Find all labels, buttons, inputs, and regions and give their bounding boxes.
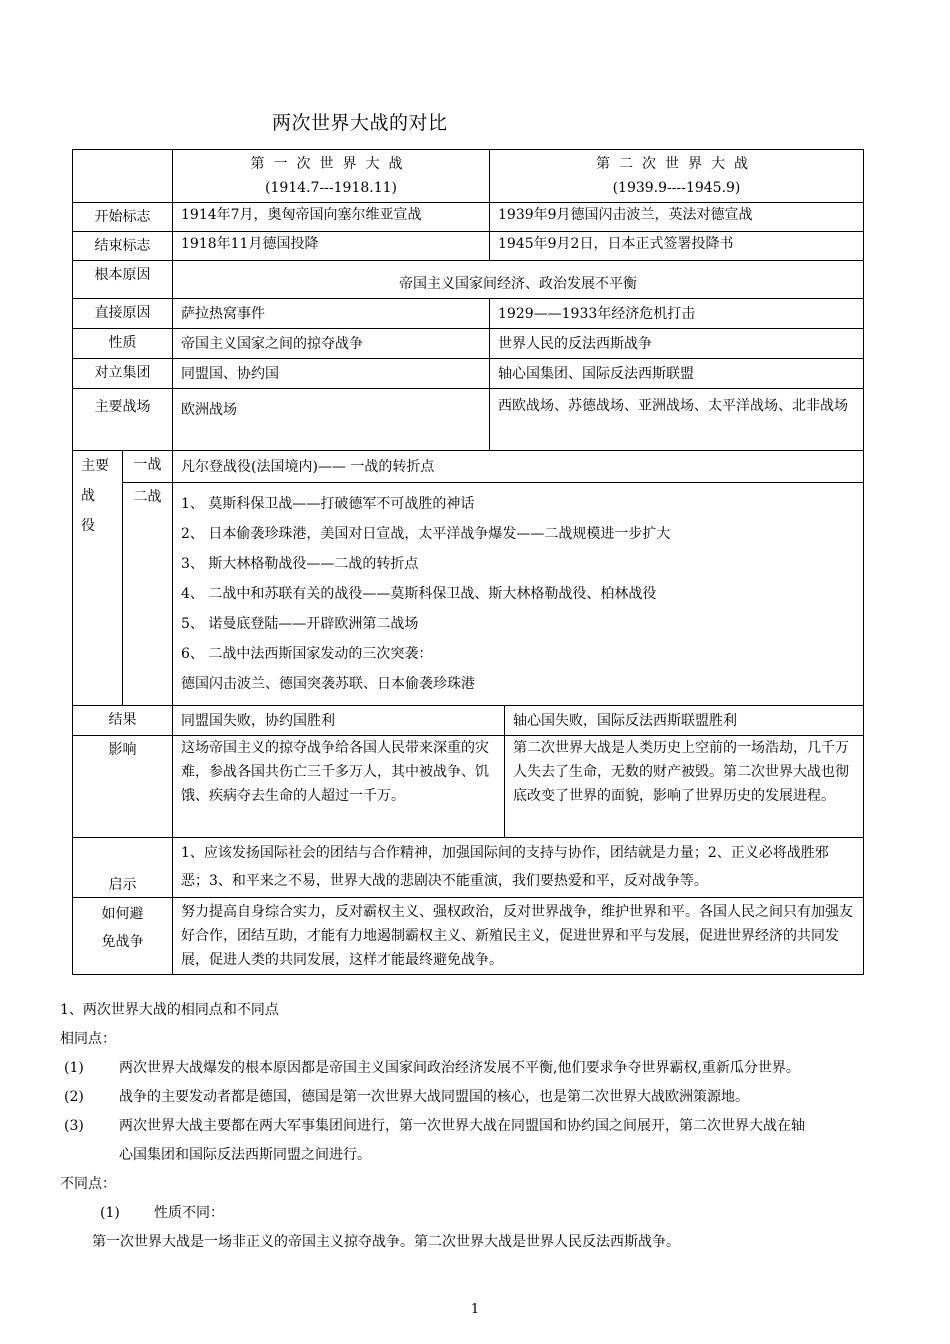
ww2-cell: 西欧战场、苏德战场、亚洲战场、太平洋战场、北非战场 (490, 389, 864, 451)
row-result (73, 706, 864, 736)
row-impact (73, 736, 864, 838)
avoid-label (73, 898, 173, 975)
header-ww1 (173, 150, 490, 203)
battles-label-line3: 役 (81, 518, 95, 534)
same-item (60, 1083, 900, 1112)
ww1-cell: 1914年7月，奥匈帝国向塞尔维亚宣战 (173, 203, 490, 232)
battle-item: 4、 二战中和苏联有关的战役——莫斯科保卫战、斯大林格勒战役、柏林战役 (181, 586, 657, 602)
diff-item (60, 1199, 900, 1228)
item-number: (1) (100, 1205, 120, 1221)
shared-cell: 1、应该发扬国际社会的团结与合作精神，加强国际间的支持与协作，团结就是力量；2、正义必将战胜邪恶；3、和平来之不易，世界大战的悲剧决不能重演，我们要热爱和平，反对战争等。 (173, 838, 864, 898)
row-battles-ww2 (73, 483, 864, 706)
comparison-table (72, 149, 864, 975)
row-end (73, 232, 864, 261)
ww2-cell: 世界人民的反法西斯战争 (490, 329, 864, 359)
header-ww2 (490, 150, 864, 203)
item-text: 两次世界大战爆发的根本原因都是帝国主义国家间政治经济发展不平衡,他们要求争夺世界霸权,重新瓜分世界。 (119, 1060, 800, 1076)
battles-label-line1: 主要 (81, 458, 109, 474)
header-row (73, 150, 864, 203)
ww2-cell: 1939年9月德国闪击波兰，英法对德宣战 (490, 203, 864, 232)
battle-item: 1、 莫斯科保卫战——打破德军不可战胜的神话 (181, 496, 475, 512)
same-label: 相同点： (60, 1031, 116, 1047)
battle-item: 2、 日本偷袭珍珠港，美国对日宣战，太平洋战争爆发——二战规模进一步扩大 (181, 526, 671, 542)
row-label: 主要战场 (73, 389, 173, 451)
header-empty-cell (73, 150, 173, 203)
avoid-label-line1: 如何避 (101, 906, 144, 922)
item-text: 性质不同： (154, 1205, 224, 1221)
row-label: 对立集团 (73, 359, 173, 389)
battles-ww1-label: 一战 (123, 451, 173, 483)
avoid-label-line2: 免战争 (101, 934, 144, 950)
page-number: 1 (470, 1302, 480, 1317)
ww1-cell: 这场帝国主义的掠夺战争给各国人民带来深重的灾难，参战各国共伤亡三千多万人，其中被战争、饥饿、疾病夺去生命的人超过一千万。 (173, 736, 505, 838)
ww1-cell: 萨拉热窝事件 (173, 299, 490, 329)
battles-ww1-text: 凡尔登战役(法国境内)—— 一战的转折点 (173, 451, 864, 483)
row-label: 直接原因 (73, 299, 173, 329)
row-avoid (73, 898, 864, 975)
ww1-name: 第一次世界大战 (250, 156, 412, 172)
battles-label-line2: 战 (81, 488, 95, 504)
ww1-period: (1914.7---1918.11) (265, 180, 397, 196)
ww2-period: (1939.9----1945.9) (612, 180, 741, 196)
same-item (60, 1054, 900, 1083)
ww2-cell: 1929——1933年经济危机打击 (490, 299, 864, 329)
row-label: 结束标志 (73, 232, 173, 261)
shared-cell: 帝国主义国家间经济、政治发展不平衡 (173, 261, 864, 299)
ww1-cell: 同盟国、协约国 (173, 359, 490, 389)
item-number: (2) (64, 1089, 84, 1105)
battle-item: 6、 二战中法西斯国家发动的三次突袭： (181, 646, 433, 662)
row-label: 根本原因 (73, 261, 173, 299)
row-direct-cause (73, 299, 864, 329)
battle-item: 德国闪击波兰、德国突袭苏联、日本偷袭珍珠港 (181, 676, 475, 692)
diff-label: 不同点： (60, 1176, 116, 1192)
item-text: 战争的主要发动者都是德国，德国是第一次世界大战同盟国的核心，也是第二次世界大战欧洲策源地。 (119, 1089, 749, 1105)
row-label: 启示 (73, 838, 173, 898)
row-battles-ww1 (73, 451, 864, 483)
row-lesson (73, 838, 864, 898)
row-start (73, 203, 864, 232)
row-theaters (73, 389, 864, 451)
battles-ww2-label: 二战 (123, 483, 173, 706)
row-label: 开始标志 (73, 203, 173, 232)
section-heading: 1、两次世界大战的相同点和不同点 (60, 1002, 279, 1018)
ww2-name: 第二次世界大战 (596, 156, 757, 172)
shared-cell: 努力提高自身综合实力，反对霸权主义、强权政治，反对世界战争，维护世界和平。各国人民之间只有加强友好合作，团结互助，才能有力地遏制霸权主义、新殖民主义，促进世界和平与发展，促进世界经济的共同发展，促进人类的共同发展，这样才能最终避免战争。 (173, 898, 864, 975)
same-item (60, 1112, 900, 1141)
battle-item: 5、 诺曼底登陆——开辟欧洲第二战场 (181, 616, 419, 632)
ww1-cell: 欧洲战场 (173, 389, 490, 451)
item-number: (1) (64, 1060, 84, 1076)
battles-label (73, 451, 123, 706)
body-section (60, 996, 900, 1257)
item-number: (3) (64, 1118, 84, 1134)
ww2-cell: 轴心国失败，国际反法西斯联盟胜利 (505, 706, 864, 736)
item-text: 两次世界大战主要都在两大军事集团间进行，第一次世界大战在同盟国和协约国之间展开，第二次世界大战在轴 (119, 1118, 805, 1134)
row-camps (73, 359, 864, 389)
ww1-cell: 同盟国失败，协约国胜利 (173, 706, 505, 736)
diff-text: 第一次世界大战是一场非正义的帝国主义掠夺战争。第二次世界大战是世界人民反法西斯战争。 (92, 1234, 680, 1250)
ww1-cell: 帝国主义国家之间的掠夺战争 (173, 329, 490, 359)
page-title: 两次世界大战的对比 (272, 112, 448, 134)
row-root-cause (73, 261, 864, 299)
ww2-cell: 1945年9月2日，日本正式签署投降书 (490, 232, 864, 261)
row-label: 影响 (73, 736, 173, 838)
row-nature (73, 329, 864, 359)
battle-item: 3、 斯大林格勒战役——二战的转折点 (181, 556, 419, 572)
ww1-cell: 1918年11月德国投降 (173, 232, 490, 261)
ww2-cell: 轴心国集团、国际反法西斯联盟 (490, 359, 864, 389)
ww2-cell: 第二次世界大战是人类历史上空前的一场浩劫，几千万人失去了生命，无数的财产被毁。第二次世界大战也彻底改变了世界的面貌，影响了世界历史的发展进程。 (505, 736, 864, 838)
same-item-continuation: 心国集团和国际反法西斯同盟之间进行。 (119, 1147, 371, 1163)
row-label: 结果 (73, 706, 173, 736)
row-label: 性质 (73, 329, 173, 359)
battles-ww2-list (173, 483, 864, 706)
